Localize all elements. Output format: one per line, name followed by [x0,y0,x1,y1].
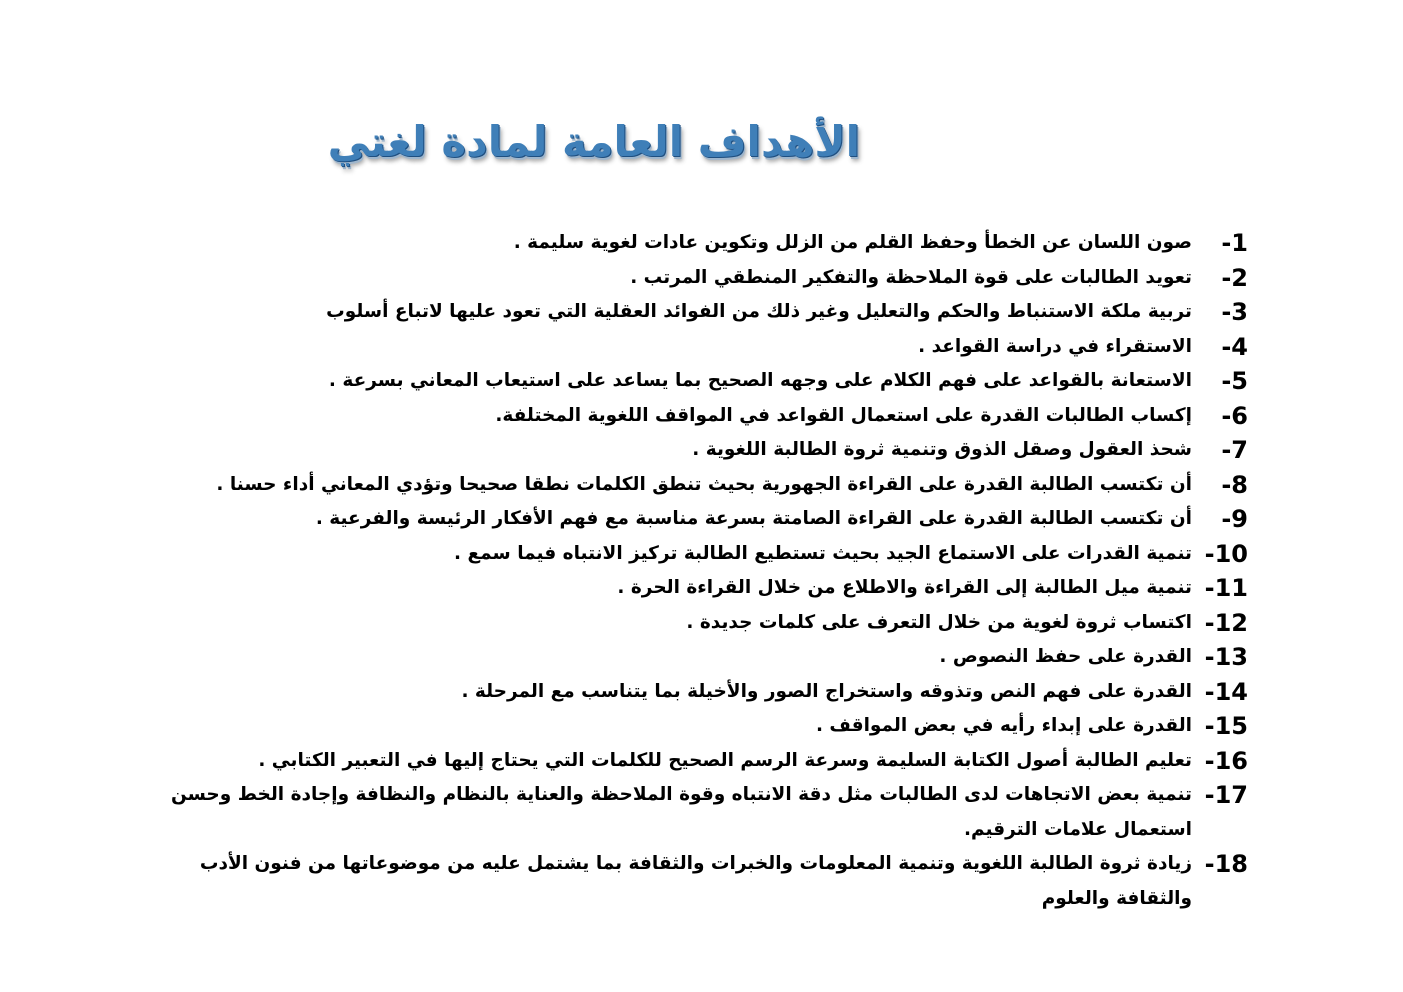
list-item [120,709,1248,744]
item-number: -18 [1204,850,1248,878]
item-text: تعليم الطالبة أصول الكتابة السليمة وسرعة الرسم الصحيح للكلمات التي يحتاج إليها في التعبير الكتابي . [258,749,1192,771]
list-item [120,295,1248,330]
item-text: تنمية ميل الطالبة إلى القراءة والاطلاع من خلال القراءة الحرة . [617,577,1192,598]
item-number: -3 [1221,298,1248,326]
item-number: -8 [1221,470,1248,499]
item-text: القدرة على فهم النص وتذوقه واستخراج الصور والأخيلة بما يتناسب مع المرحلة . [461,680,1192,702]
item-text: أن تكتسب الطالبة القدرة على القراءة الجهورية بحيث تنطق الكلمات نطقا صحيحا وتؤدي المعاني أداء حسنا . [216,473,1192,495]
item-text: اكتساب ثروة لغوية من خلال التعرف على كلمات جديدة . [686,611,1192,633]
item-number: -2 [1221,263,1248,292]
list-item [120,399,1248,434]
list-item [120,847,1248,916]
item-number: -1 [1221,229,1248,257]
item-text: إكساب الطالبات القدرة على استعمال القواعد في المواقف اللغوية المختلفة. [495,404,1192,426]
item-number: -7 [1221,436,1248,464]
item-number: -9 [1221,505,1248,533]
item-number: -17 [1204,781,1248,809]
list-item [120,778,1248,847]
item-text: أن تكتسب الطالبة القدرة على القراءة الصامتة بسرعة مناسبة مع فهم الأفكار الرئيسة والفرعية . [315,508,1192,529]
item-number: -13 [1204,643,1248,671]
item-text: صون اللسان عن الخطأ وحفظ القلم من الزلل وتكوين عادات لغوية سليمة . [513,232,1192,253]
item-number: -6 [1221,401,1248,430]
list-item [120,571,1248,606]
list-item [120,261,1248,296]
item-text: القدرة على إبداء رأيه في بعض المواقف . [815,715,1192,736]
item-text: الاستعانة بالقواعد على فهم الكلام على وجهه الصحيح بما يساعد على استيعاب المعاني بسرعة . [328,370,1192,391]
list-item [120,364,1248,399]
item-number: -10 [1204,539,1248,568]
item-text: تعويد الطالبات على قوة الملاحظة والتفكير المنطقي المرتب . [630,266,1192,288]
item-text: تنمية بعض الاتجاهات لدى الطالبات مثل دقة الانتباه وقوة الملاحظة والعناية بالنظام والنظافة وإجادة الخط وحسن استعمال علامات الترقيم. [170,784,1192,840]
list-item [120,502,1248,537]
item-text: الاستقراء في دراسة القواعد . [918,335,1192,357]
list-item [120,537,1248,572]
list-item [120,433,1248,468]
item-text: تربية ملكة الاستنباط والحكم والتعليل وغير ذلك من الفوائد العقلية التي تعود عليها لاتباع أسلوب [326,301,1192,322]
item-number: -11 [1204,574,1248,602]
item-number: -15 [1204,712,1248,740]
objectives-list [120,226,1248,916]
list-item [120,640,1248,675]
item-number: -5 [1221,367,1248,395]
item-number: -12 [1204,608,1248,637]
item-number: -14 [1204,677,1248,706]
list-item [120,606,1248,641]
list-item [120,226,1248,261]
page-title: الأهداف العامة لمادة لغتي [327,117,860,166]
list-item [120,744,1248,779]
list-item [120,468,1248,503]
list-item [120,675,1248,710]
item-text: زيادة ثروة الطالبة اللغوية وتنمية المعلومات والخبرات والثقافة بما يشتمل عليه من موضوعاتها من فنون الأدب والثقافة والعلوم [199,853,1192,909]
item-text: شحذ العقول وصقل الذوق وتنمية ثروة الطالبة اللغوية . [692,439,1192,460]
item-number: -4 [1221,332,1248,361]
item-text: القدرة على حفظ النصوص . [939,646,1192,667]
item-text: تنمية القدرات على الاستماع الجيد بحيث تستطيع الطالبة تركيز الانتباه فيما سمع . [454,542,1192,564]
item-number: -16 [1204,746,1248,775]
list-item [120,330,1248,365]
